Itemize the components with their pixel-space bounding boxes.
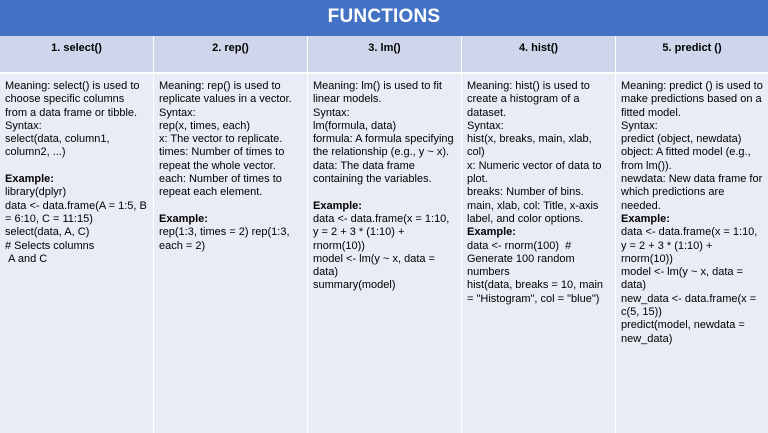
example-label: Example:: [467, 226, 516, 239]
syntax-label: Syntax:: [621, 119, 658, 132]
body-row: [0, 74, 768, 433]
table-title: FUNCTIONS: [0, 0, 768, 36]
syntax-label: Syntax:: [313, 106, 350, 119]
example-text: data <- data.frame(x = 1:10, y = 2 + 3 * (1:10) + rnorm(10)) model <- lm(y ~ x, data = data) summary(model): [313, 212, 450, 292]
header-rep: 2. rep(): [212, 42, 249, 54]
cell-select: [0, 74, 153, 433]
meaning-text: Meaning: predict () is used to make predictions based on a fitted model.: [621, 80, 766, 119]
header-predict: 5. predict (): [662, 42, 722, 54]
example-label: Example:: [621, 212, 670, 225]
column-divider: [461, 36, 462, 433]
cell-hist: [462, 74, 615, 433]
example-label: Example:: [5, 173, 54, 186]
header-select: 1. select(): [51, 42, 102, 54]
example-text: data <- data.frame(x = 1:10, y = 2 + 3 * (1:10) + rnorm(10)) model <- lm(y ~ x, data = data) new_data <- data.frame(x = c(5, 15)) predict(model, newdata = new_data): [621, 226, 758, 345]
column-divider: [153, 36, 154, 433]
syntax-label: Syntax:: [5, 119, 42, 132]
cell-rep: [154, 74, 307, 433]
example-text: library(dplyr) data <- data.frame(A = 1:5, B = 6:10, C = 11:15) select(data, A, C) # Selects columns A and C: [5, 186, 147, 265]
syntax-label: Syntax:: [467, 119, 504, 132]
syntax-text: select(data, column1, column2, ...): [5, 133, 113, 159]
example-label: Example:: [159, 212, 208, 225]
syntax-text: lm(formula, data) formula: A formula specifying the relationship (e.g., y ~ x). data: The data frame containing the variables.: [313, 119, 454, 186]
meaning-text: Meaning: hist() is used to create a histogram of a dataset.: [467, 80, 593, 119]
column-divider: [307, 36, 308, 433]
header-row: [0, 36, 768, 72]
meaning-text: Meaning: rep() is used to replicate values in a vector.: [159, 80, 292, 106]
header-hist: 4. hist(): [518, 42, 559, 54]
cell-predict: [616, 74, 768, 433]
cell-lm: [308, 74, 461, 433]
meaning-text: Meaning: lm() is used to fit linear models.: [313, 80, 446, 106]
syntax-text: rep(x, times, each) x: The vector to replicate. times: Number of times to repeat the whole vector. each: Number of times to repeat each element.: [159, 119, 285, 199]
syntax-text: predict (object, newdata) object: A fitted model (e.g., from lm()). newdata: New data frame for which predictions are needed.: [621, 133, 763, 212]
meaning-text: Meaning: select() is used to choose specific columns from a data frame or tibble.: [5, 80, 143, 119]
example-label: Example:: [313, 199, 362, 212]
syntax-label: Syntax:: [159, 106, 196, 119]
column-divider: [615, 36, 616, 433]
example-text: data <- rnorm(100) # Generate 100 random numbers hist(data, breaks = 10, main = "Histogram", col = "blue"): [467, 239, 604, 305]
example-text: rep(1:3, times = 2) rep(1:3, each = 2): [159, 226, 293, 252]
syntax-text: hist(x, breaks, main, xlab, col) x: Numeric vector of data to plot. breaks: Number of bins. main, xlab, col: Title, x-axis label, and color options.: [467, 133, 602, 225]
header-lm: 3. lm(): [368, 42, 401, 54]
